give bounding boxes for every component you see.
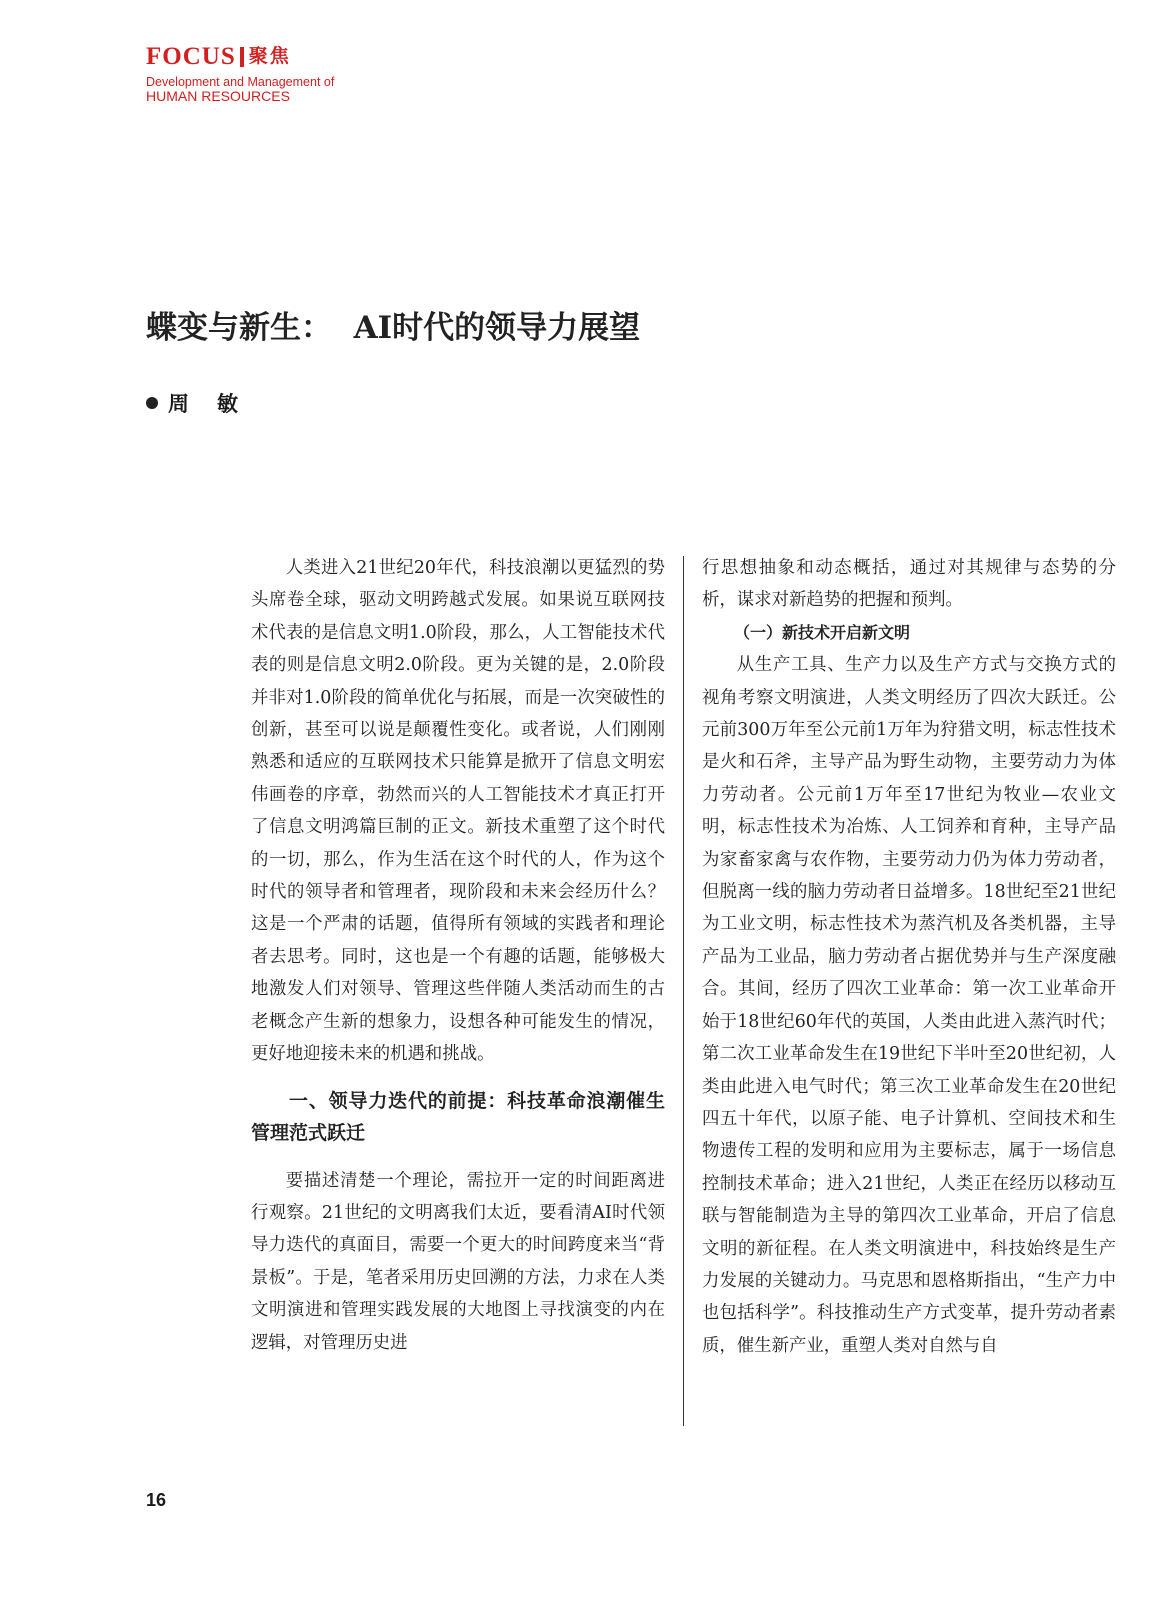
- article-title: 蝶变与新生： AI时代的领导力展望: [146, 310, 641, 346]
- journal-subtitle: [146, 75, 334, 103]
- intro-paragraph: 人类进入21世纪20年代，科技浪潮以更猛烈的势头席卷全球，驱动文明跨越式发展。如果说互联网技术代表的是信息文明1.0阶段，那么，人工智能技术代表的则是信息文明2.0阶段。更为关键的是，2.0阶段并非对1.0阶段的简单优化与拓展，而是一次突破性的创新，甚至可以说是颠覆性变化。或者说，人们刚刚熟悉和适应的互联网技术只能算是掀开了信息文明宏伟画卷的序章，勃然而兴的人工智能技术才真正打开了信息文明鸿篇巨制的正文。新技术重塑了这个时代的一切，那么，作为生活在这个时代的人，作为这个时代的领导者和管理者，现阶段和未来会经历什么？这是一个严肃的话题，值得所有领域的实践者和理论者去思考。同时，这也是一个有趣的话题，能够极大地激发人们对领导、管理这些伴随人类活动而生的古老概念产生新的想象力，设想各种可能发生的情况，更好地迎接未来的机遇和挑战。: [251, 558, 665, 1065]
- subsection-heading-1: （一）新技术开启新文明: [734, 622, 911, 642]
- subsection-1-paragraph: 从生产工具、生产力以及生产方式与交换方式的视角考察文明演进，人类文明经历了四次大跃迁。公元前300万年至公元前1万年为狩猎文明，标志性技术是火和石斧，主导产品为野生动物，主要劳动力为体力劳动者。公元前1万年至17世纪为牧业—农业文明，标志性技术为冶炼、人工饲养和育种，主导产品为家畜家禽与农作物，主要劳动力仍为体力劳动者，但脱离一线的脑力劳动者日益增多。18世纪至21世纪为工业文明，标志性技术为蒸汽机及各类机器，主导产品为工业品，脑力劳动者占据优势并与生产深度融合。其间，经历了四次工业革命：第一次工业革命开始于18世纪60年代的英国，人类由此进入蒸汽时代；第二次工业革命发生在19世纪下半叶至20世纪初，人类由此进入电气时代；第三次工业革命发生在20世纪四五十年代，以原子能、电子计算机、空间技术和生物遗传工程的发明和应用为主要标志，属于一场信息控制技术革命；进入21世纪，人类正在经历以移动互联与智能制造为主导的第四次工业革命，开启了信息文明的新征程。在人类文明演进中，科技始终是生产力发展的关键动力。马克思和恩格斯指出，“生产力中也包括科学”。科技推动生产方式变革，提升劳动者素质，催生新产业，重塑人类对自然与自: [702, 655, 1116, 1356]
- right-column: [702, 552, 1116, 1362]
- logo-divider: [240, 47, 244, 67]
- section-heading-1: 一、领导力迭代的前提：科技革命浪潮催生管理范式跃迁: [251, 1089, 665, 1144]
- focus-logo: [146, 44, 334, 69]
- focus-word: FOCUS: [146, 43, 236, 70]
- author-name: 周敏: [168, 391, 266, 416]
- left-column: [251, 552, 665, 1359]
- author-line: [146, 388, 266, 418]
- continued-paragraph: 行思想抽象和动态概括，通过对其规律与态势的分析，谋求对新趋势的把握和预判。: [702, 558, 1116, 611]
- bullet-dot: [146, 397, 158, 409]
- focus-chinese: 聚焦: [248, 45, 291, 67]
- journal-subtitle-line2: HUMAN RESOURCES: [146, 88, 290, 104]
- section-1-paragraph: 要描述清楚一个理论，需拉开一定的时间距离进行观察。21世纪的文明离我们太近，要看清AI时代领导力迭代的真面目，需要一个更大的时间跨度来当“背景板”。于是，笔者采用历史回溯的方法，力求在人类文明演进和管理实践发展的大地图上寻找演变的内在逻辑，对管理历史进: [251, 1170, 665, 1353]
- column-divider: [683, 556, 684, 1426]
- page-number: 16: [146, 1490, 167, 1510]
- magazine-header: [146, 44, 334, 103]
- journal-subtitle-line1: Development and Management of: [146, 75, 335, 89]
